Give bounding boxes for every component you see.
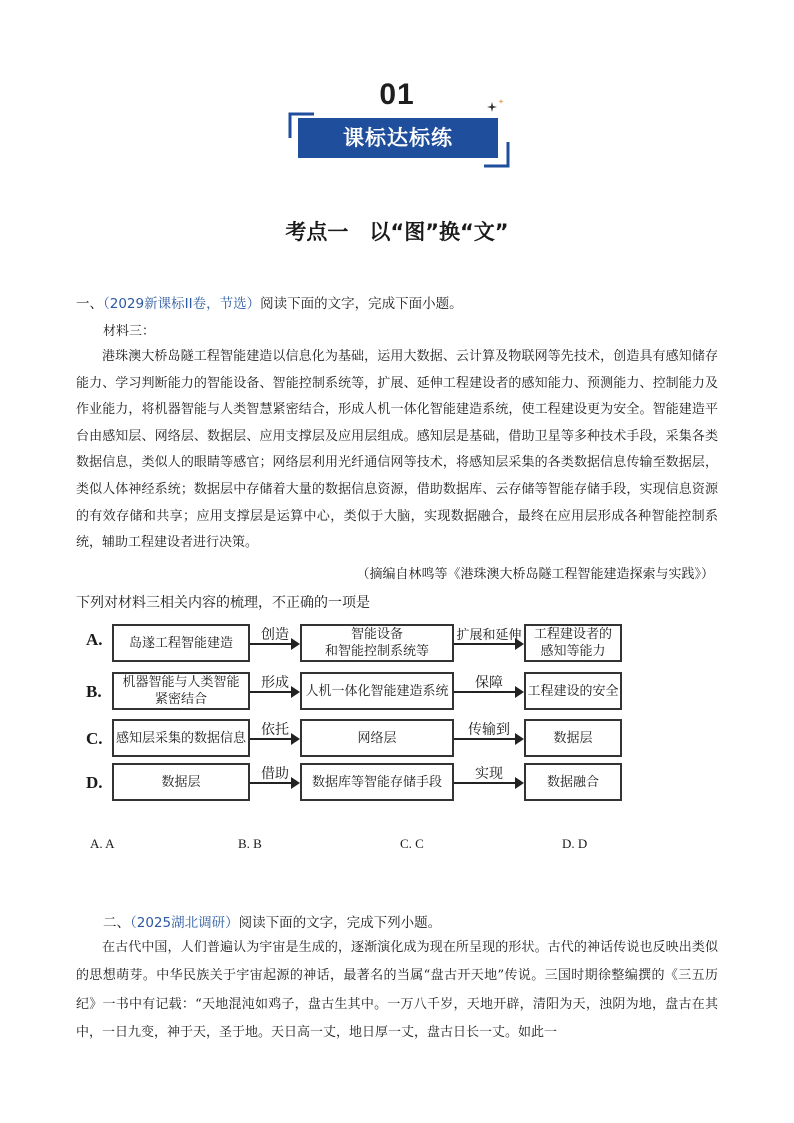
option-a-arrow-2 bbox=[454, 643, 522, 645]
option-a-arrow-1-label: 创造 bbox=[261, 627, 289, 643]
option-c-box-2: 网络层 bbox=[300, 719, 454, 757]
option-a-box-1: 岛遂工程智能建造 bbox=[112, 624, 250, 662]
option-b-box-3: 工程建设的安全 bbox=[524, 672, 622, 710]
option-b-letter: B. bbox=[86, 682, 102, 701]
option-d-arrow-2-label: 实现 bbox=[475, 766, 503, 782]
answer-choice-d[interactable]: D. D bbox=[562, 836, 588, 851]
option-b-box-2: 人机一体化智能建造系统 bbox=[300, 672, 454, 710]
option-c-arrow-2 bbox=[454, 738, 522, 740]
question-source: （2025湖北调研） bbox=[130, 915, 239, 931]
option-d-arrow-2 bbox=[454, 782, 522, 784]
answer-choice-b[interactable]: B. B bbox=[238, 836, 262, 851]
option-c-box-1: 感知层采集的数据信息 bbox=[112, 719, 250, 757]
option-d-letter: D. bbox=[86, 773, 103, 792]
material-label: 材料三： bbox=[103, 324, 156, 339]
section-title: 考点一 以“图”换“文” bbox=[285, 220, 509, 244]
option-d-box-1: 数据层 bbox=[112, 763, 250, 801]
question-instruction: 阅读下面的文字，完成下列小题。 bbox=[238, 915, 442, 931]
option-a-box-3: 工程建设者的 感知等能力 bbox=[524, 624, 622, 662]
option-a-arrow-2-label: 扩展和延伸 bbox=[456, 628, 522, 643]
option-d-box-2: 数据库等智能存储手段 bbox=[300, 763, 454, 801]
option-d-box-3: 数据融合 bbox=[524, 763, 622, 801]
option-a-letter: A. bbox=[86, 630, 103, 649]
material-citation: （摘编自林鸣等《港珠澳大桥岛隧工程智能建造探索与实践》） bbox=[356, 567, 714, 582]
option-c-arrow-2-label: 传输到 bbox=[468, 722, 510, 738]
option-b-arrow-2-label: 保障 bbox=[475, 675, 503, 691]
option-c-letter: C. bbox=[86, 729, 103, 748]
option-b-box-1: 机器智能与人类智能 紧密结合 bbox=[112, 672, 250, 710]
option-c-box-3: 数据层 bbox=[524, 719, 622, 757]
option-b-arrow-1 bbox=[250, 691, 298, 693]
option-b-arrow-1-label: 形成 bbox=[261, 675, 289, 691]
question-prefix: 一、 bbox=[76, 296, 103, 312]
question-instruction: 阅读下面的文字，完成下面小题。 bbox=[260, 296, 463, 312]
passage-paragraph: 在古代中国，人们普遍认为宇宙是生成的，逐渐演化成为现在所呈现的形状。古代的神话传说也反映出类似的思想萌芽。中华民族关于宇宙起源的神话，最著名的当属“盘古开天地”传说。三国时期徐整编撰的《三五历纪》一书中有记载：“天地混沌如鸡子，盘古生其中。一万八千岁，天地开辟，清阳为天，浊阴为地，盘古在其中，一日九变，神于天，圣于地。天日高一丈，地日厚一丈，盘古日长一丈。如此一 bbox=[76, 940, 718, 1041]
header-number: 01 bbox=[379, 78, 415, 111]
answer-choice-c[interactable]: C. C bbox=[400, 836, 424, 851]
material-paragraph: 港珠澳大桥岛隧工程智能建造以信息化为基础，运用大数据、云计算及物联网等先技术，创造具有感知储存能力、学习判断能力的智能设备、智能控制系统等，扩展、延伸工程建设者的感知能力、预测能力、控制能力及作业能力，将机器智能与人类智慧紧密结合，形成人机一体化智能建造系统，使工程建设更为安全。智能建造平台由感知层、网络层、数据层、应用支撑层及应用层组成。感知层是基础，借助卫星等多种技术手段，采集各类数据信息，类似人的眼睛等感官；网络层利用光纤通信网等技术，将感知层采集的各类数据信息传输至数据层，类似人体神经系统；数据层中存储着大量的数据信息资源，借助数据库、云存储等智能存储手段，实现信息资源的有效存储和共享；应用支撑层是运算中心，类似于大脑，实现数据融合，最终在应用层形成各种智能控制系统，辅助工程建设者进行决策。 bbox=[76, 349, 718, 551]
option-a-arrow-1 bbox=[250, 643, 298, 645]
question-1-heading bbox=[76, 292, 463, 312]
question-source: （2029新课标II卷，节选） bbox=[103, 296, 261, 312]
sparkle-icon bbox=[486, 98, 506, 118]
question-prompt: 下列对材料三相关内容的梳理，不正确的一项是 bbox=[76, 595, 370, 611]
option-c-arrow-1-label: 依托 bbox=[261, 722, 289, 738]
option-d-arrow-1 bbox=[250, 782, 298, 784]
question-prefix: 二、 bbox=[103, 915, 130, 931]
option-a-box-2: 智能设备 和智能控制系统等 bbox=[300, 624, 454, 662]
answer-choice-a[interactable]: A. A bbox=[90, 836, 115, 851]
section-banner: 课标达标练 bbox=[298, 118, 498, 158]
option-b-arrow-2 bbox=[454, 691, 522, 693]
option-c-arrow-1 bbox=[250, 738, 298, 740]
question-2-heading bbox=[103, 911, 441, 931]
option-d-arrow-1-label: 借助 bbox=[261, 766, 289, 782]
